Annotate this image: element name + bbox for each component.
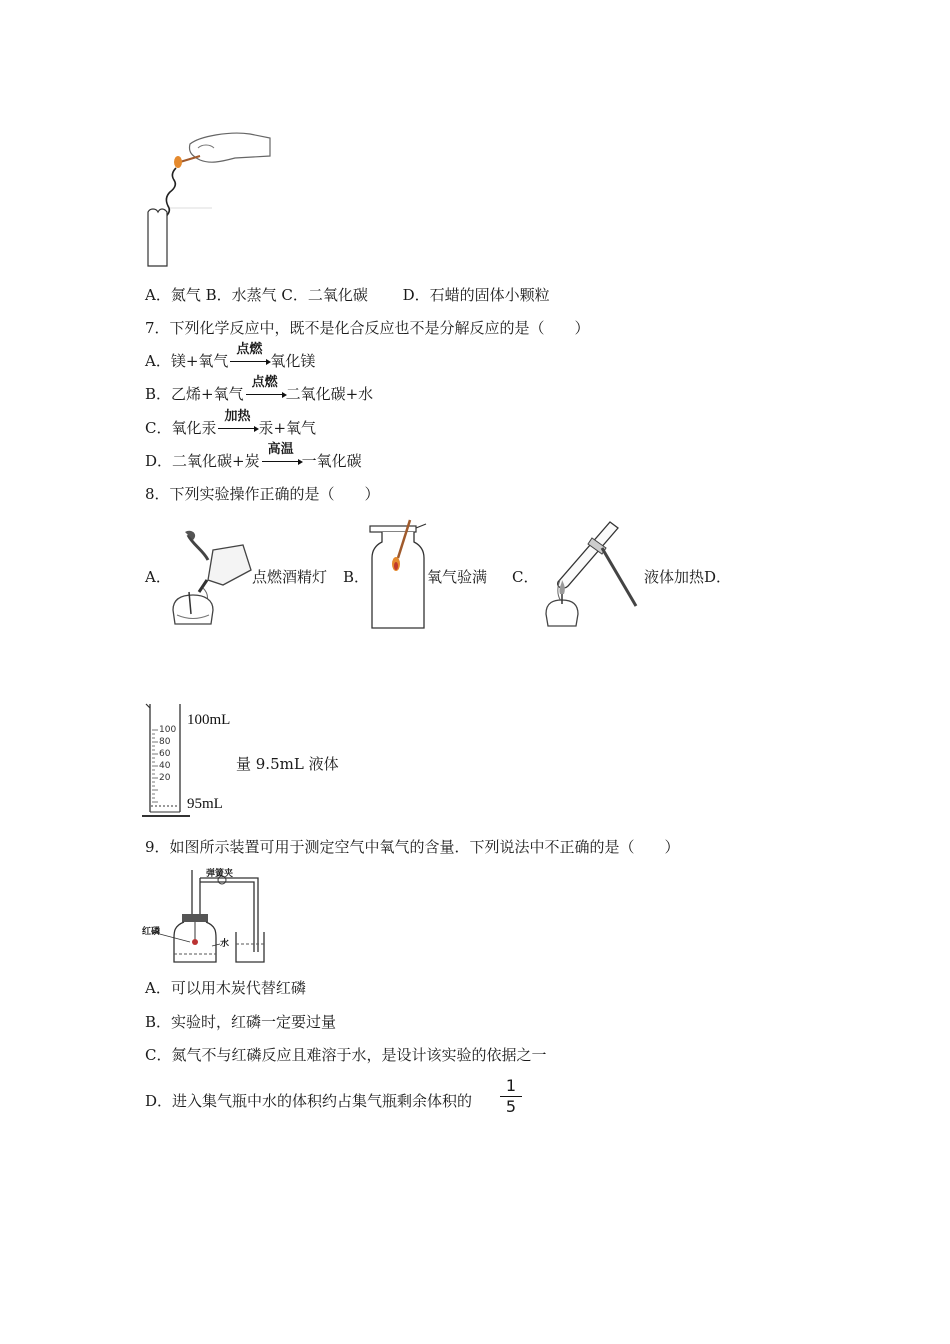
- reaction-arrow: 点燃: [244, 384, 286, 404]
- q8-option-c-label: 液体加热: [644, 568, 705, 586]
- q9-stem: 9．如图所示装置可用于测定空气中氧气的含量．下列说法中不正确的是（ ）: [145, 838, 680, 856]
- q9-option-d: D．进入集气瓶中水的体积约占集气瓶剩余体积的: [145, 1092, 473, 1110]
- cylinder-tick-label: 60: [159, 749, 171, 759]
- q7-stem: 7．下列化学反应中，既不是化合反应也不是分解反应的是（ ）: [145, 319, 590, 337]
- q8-option-d-prefix: D．: [704, 568, 732, 586]
- q7-option-b: B．乙烯+氧气 点燃 二氧化碳+水: [145, 375, 374, 403]
- q8-option-c-prefix: C．: [512, 568, 539, 586]
- candle-smoke-figure: [140, 126, 275, 271]
- reaction-arrow: 点燃: [228, 351, 270, 371]
- q8-option-d-label: 量 9.5mL 液体: [236, 755, 339, 773]
- oxygen-content-apparatus-figure: [140, 866, 268, 966]
- fig-label-clamp: 弹簧夹: [206, 869, 234, 879]
- liquid-heating-figure: [532, 518, 644, 632]
- fraction-one-fifth: 1 5: [500, 1077, 522, 1116]
- fig-label-water: 水: [220, 939, 230, 949]
- cylinder-tick-label: 20: [159, 773, 171, 783]
- q8-stem: 8．下列实验操作正确的是（ ）: [145, 485, 380, 503]
- cylinder-top-label: 100mL: [187, 712, 231, 728]
- q6-options: A．氮气 B．水蒸气 C．二氧化碳 D．石蜡的固体小颗粒: [145, 286, 550, 304]
- cylinder-tick-label: 100: [159, 725, 177, 735]
- lighting-alcohol-lamp-figure: [163, 530, 253, 630]
- q7-option-a: A．镁+氧气 点燃 氧化镁: [145, 342, 316, 370]
- fig-label-phosphorus: 红磷: [142, 927, 161, 937]
- graduated-cylinder-figure: [140, 700, 240, 822]
- reaction-arrow: 加热: [216, 418, 258, 438]
- q8-option-a-label: 点燃酒精灯: [252, 568, 328, 586]
- cylinder-bottom-label: 95mL: [187, 796, 223, 812]
- q9-option-b: B．实验时，红磷一定要过量: [145, 1013, 337, 1031]
- q8-option-b-prefix: B．: [343, 568, 370, 586]
- oxygen-test-bottle-figure: [366, 518, 432, 632]
- cylinder-tick-label: 40: [159, 761, 171, 771]
- q9-option-c: C．氮气不与红磷反应且难溶于水，是设计该实验的依据之一: [145, 1046, 547, 1064]
- q8-option-a-prefix: A．: [145, 568, 171, 586]
- q7-option-d: D．二氧化碳+炭 高温 一氧化碳: [145, 442, 362, 470]
- reaction-arrow: 高温: [260, 451, 302, 471]
- q8-option-b-label: 氧气验满: [427, 568, 488, 586]
- q7-option-c: C．氧化汞 加热 汞+氧气: [145, 409, 317, 437]
- cylinder-tick-label: 80: [159, 737, 171, 747]
- q9-option-a: A．可以用木炭代替红磷: [145, 979, 306, 997]
